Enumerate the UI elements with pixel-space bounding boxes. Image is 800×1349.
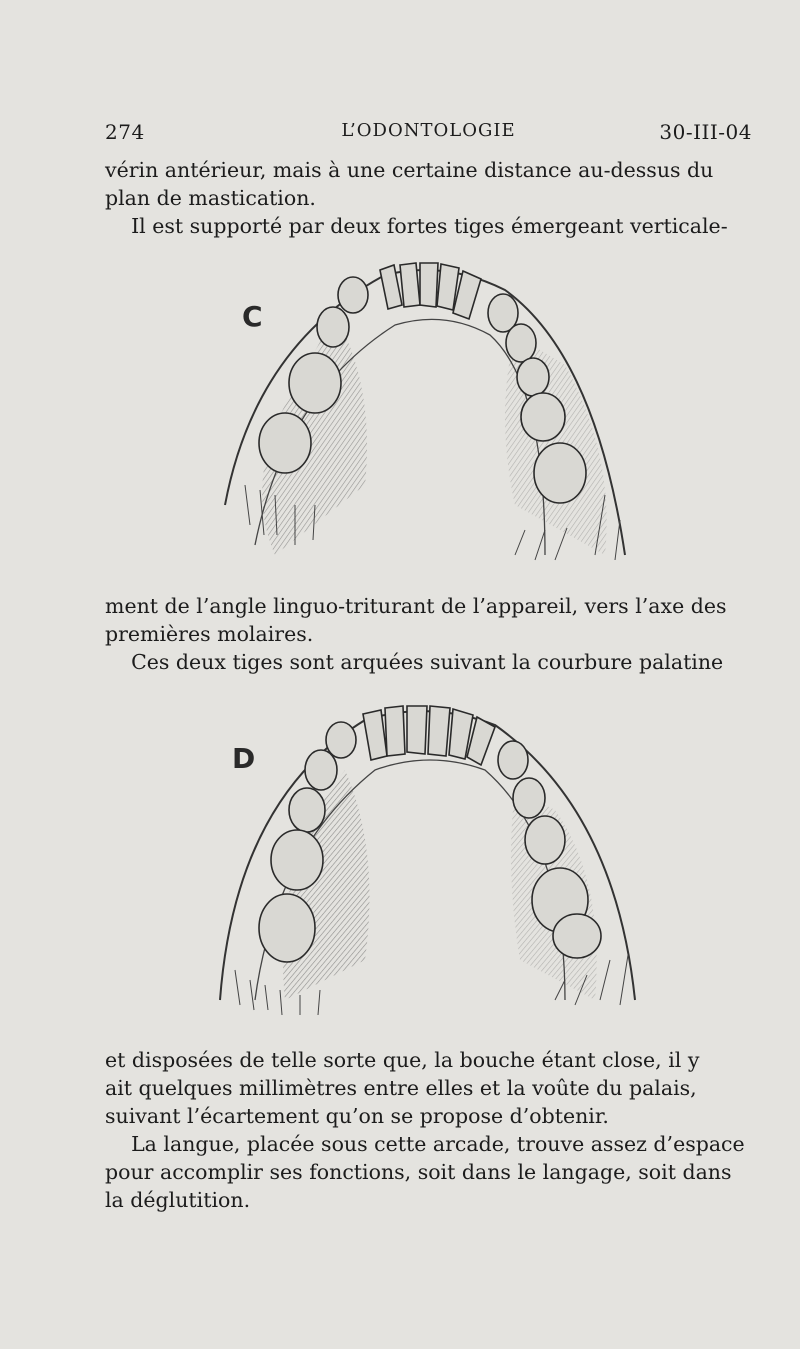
figure-c-label: C <box>242 300 263 333</box>
text-line: pour accomplir ses fonctions, soit dans le langage, soit dans <box>105 1160 732 1184</box>
text-line: suivant l’écartement qu’on se propose d’obtenir. <box>105 1104 609 1128</box>
text-line: la déglutition. <box>105 1188 251 1212</box>
text-line: plan de mastication. <box>105 186 316 210</box>
issue-date: 30-III-04 <box>659 120 752 144</box>
text-line: et disposées de telle sorte que, la bouche étant close, il y <box>105 1048 700 1072</box>
paragraph-1 <box>105 156 753 240</box>
dental-arch-drawing-c <box>215 255 635 575</box>
text-line: ait quelques millimètres entre elles et la voûte du palais, <box>105 1076 697 1100</box>
figure-d-dental-arch <box>215 700 645 1030</box>
text-line: premières molaires. <box>105 622 314 646</box>
page-number: 274 <box>105 120 145 144</box>
paragraph-3 <box>105 1046 753 1214</box>
journal-title: L’ODONTOLOGIE <box>341 120 516 141</box>
paragraph-2 <box>105 592 753 676</box>
text-line: ment de l’angle linguo-triturant de l’appareil, vers l’axe des <box>105 594 727 618</box>
text-line: Ces deux tiges sont arquées suivant la courbure palatine <box>105 650 724 674</box>
dental-arch-drawing-d <box>215 700 645 1030</box>
text-line: Il est supporté par deux fortes tiges émergeant verticale- <box>105 214 728 238</box>
text-line: vérin antérieur, mais à une certaine distance au-dessus du <box>105 158 714 182</box>
figure-d-label: D <box>232 742 256 775</box>
text-line: La langue, placée sous cette arcade, trouve assez d’espace <box>105 1132 745 1156</box>
running-header <box>105 120 752 148</box>
figure-c-dental-arch <box>215 255 635 575</box>
